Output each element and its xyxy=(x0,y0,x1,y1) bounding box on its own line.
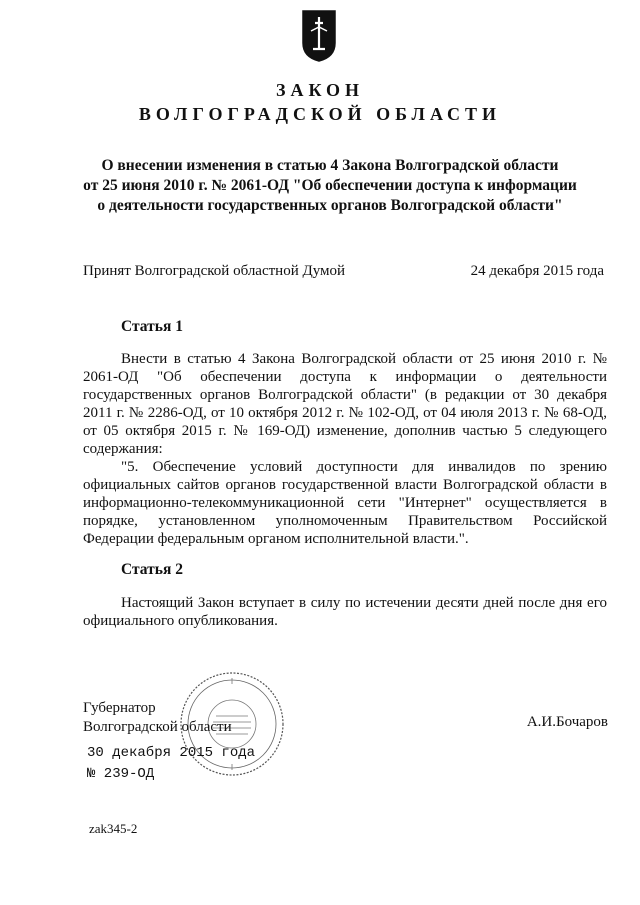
adoption-date: 24 декабря 2015 года xyxy=(470,263,604,279)
law-number: № 239-ОД xyxy=(87,766,155,782)
subtitle-line: от 25 июня 2010 г. № 2061-ОД "Об обеспечении доступа к информации xyxy=(83,177,577,194)
document-region-title: ВОЛГОГРАДСКОЙ ОБЛАСТИ xyxy=(138,104,502,124)
article-1-heading: Статья 1 xyxy=(121,318,183,335)
article-1-paragraph: Внести в статью 4 Закона Волгоградской области от 25 июня 2010 г. № 2061-ОД "Об обеспечении доступа к информации о деятельности государственных органов Волгоградской области" (в редакции от 30 декабря 2011 г. № 2286-ОД, от 10 октября 2012 г. № 102-ОД, от 04 июля 2013 г. № 68-ОД, от 05 октября 2015 г. № 169-ОД) изменение, дополнив частью 5 следующего содержания: xyxy=(83,351,607,457)
subtitle-line: О внесении изменения в статью 4 Закона Волгоградской области xyxy=(101,157,559,174)
article-1-body xyxy=(83,350,607,548)
article-2-paragraph: Настоящий Закон вступает в силу по истечении десяти дней после дня его официального опубликования. xyxy=(83,595,607,629)
signatory-title-line: Волгоградской области xyxy=(83,719,232,735)
article-2-heading: Статья 2 xyxy=(121,561,183,578)
adoption-statement: Принят Волгоградской областной Думой xyxy=(83,263,346,279)
signing-date: 30 декабря 2015 года xyxy=(87,745,256,761)
subtitle-line: о деятельности государственных органов Волгоградской области" xyxy=(97,197,563,214)
signatory-title-line: Губернатор xyxy=(83,700,156,716)
coat-of-arms-emblem xyxy=(301,9,337,63)
article-1-quote: "5. Обеспечение условий доступности для инвалидов по зрению официальных сайтов органов государственной власти Волгоградской области в информационно-телекоммуникационной сети "Интернет" осуществляется в порядке, установленном уполномоченным Правительством Российской Федерации федеральным органом исполнительной власти.". xyxy=(83,459,607,547)
signatory-name: А.И.Бочаров xyxy=(526,714,608,730)
document-id: zak345-2 xyxy=(89,821,138,836)
signatory-title xyxy=(83,699,232,737)
article-2-body xyxy=(83,594,607,630)
law-subtitle xyxy=(60,156,600,216)
document-type-title: ЗАКОН xyxy=(275,80,365,100)
